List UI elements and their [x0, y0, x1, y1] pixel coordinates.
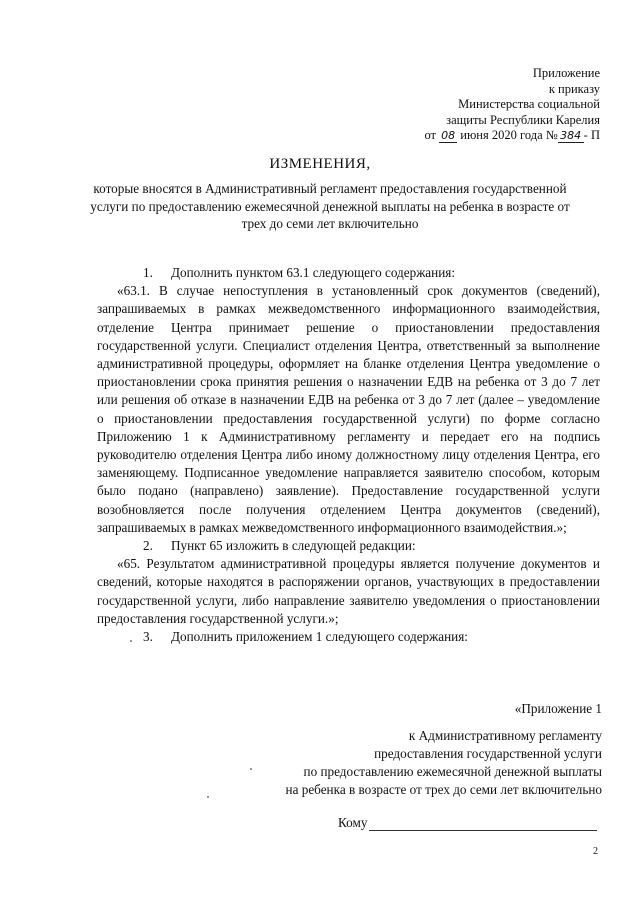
header-line-1: Приложение — [532, 66, 600, 80]
document-body — [97, 264, 600, 646]
komu-blank-line — [369, 816, 597, 831]
appendix-line-2: предоставления государственной услуги — [374, 746, 602, 761]
date-suffix: - П — [583, 128, 600, 142]
header-line-3: Министерства социальной — [458, 97, 600, 111]
appendix-line-1: к Административному регламенту — [408, 728, 602, 743]
date-day-handwritten: 08 — [441, 129, 456, 142]
item-3 — [97, 628, 600, 646]
document-title: ИЗМЕНЕНИЯ, — [269, 156, 371, 172]
appendix-heading: «Приложение 1 — [514, 701, 602, 716]
item-number: 3. — [143, 629, 153, 645]
item-2 — [97, 537, 600, 555]
date-middle: июня 2020 года № — [460, 128, 558, 142]
date-prefix: от — [424, 128, 437, 142]
quoted-paragraph-63-1: «63.1. В случае непоступления в установленный срок документов (сведений), запрашиваемых в рамках межведомственного информационного взаимодействия, отделение Центра принимает решение о приостановлении предоставления государственной услуги. Специалист отделения Центра, ответственный за выполнение административной процедуры, оформляет на бланке отделения Центра уведомление о приостановлении срока принятия решения о назначении ЕДВ на ребенка от 3 до 7 лет или решения об отказе в назначении ЕДВ на ребенка от 3 до 7 лет (далее – уведомление о приостановлении предоставления государственной услуги) по форме согласно Приложению 1 к Административному регламенту и передает его на подпись руководителю отделения Центра либо иному должностному лицу отделения Центра, его заменяющему. Подписанное уведомление направляется заявителю способом, которым было подано (направлено) заявление). Предоставление государственной услуги возобновляется после получения отделением Центра документов (сведений), запрашиваемых в рамках межведомственного информационного взаимодействия.»; — [97, 283, 600, 535]
komu-label: Кому — [338, 815, 368, 830]
item-text: Пункт 65 изложить в следующей редакции: — [171, 538, 416, 554]
quoted-paragraph-65: «65. Результатом административной процедуры является получение документов и сведений, которые находятся в распоряжении органов, участвующих в предоставлении государственной услуги, либо направление заявителю уведомления о приостановлении предоставления государственной услуги.»; — [97, 556, 600, 626]
scan-speck — [250, 768, 252, 770]
item-number: 1. — [143, 265, 153, 280]
scan-speck — [130, 640, 132, 642]
appendix-reference — [200, 727, 602, 799]
appendix-line-3: по предоставлению ежемесячной денежной выплаты — [303, 764, 602, 779]
komu-field — [338, 815, 597, 831]
order-date-line — [424, 128, 600, 144]
item-text: Дополнить приложением 1 следующего содержания: — [171, 629, 468, 645]
document-subtitle: которые вносятся в Административный регламент предоставления государственной услуги по предоставлению ежемесячной денежной выплаты на ребенка в возрасте от трех до семи лет включительно — [90, 181, 570, 231]
header-line-2: к приказу — [548, 81, 600, 96]
item-number: 2. — [143, 538, 153, 554]
order-number-handwritten: 384 — [558, 129, 584, 143]
appendix-line-4: на ребенка в возрасте от трех до семи лет включительно — [285, 782, 602, 797]
header-block — [424, 66, 600, 144]
page-number: 2 — [593, 846, 598, 857]
header-line-4: защиты Республики Карелия — [446, 112, 600, 127]
scan-speck — [207, 796, 209, 798]
item-text: Дополнить пунктом 63.1 следующего содержания: — [171, 265, 456, 280]
item-1 — [97, 264, 600, 282]
